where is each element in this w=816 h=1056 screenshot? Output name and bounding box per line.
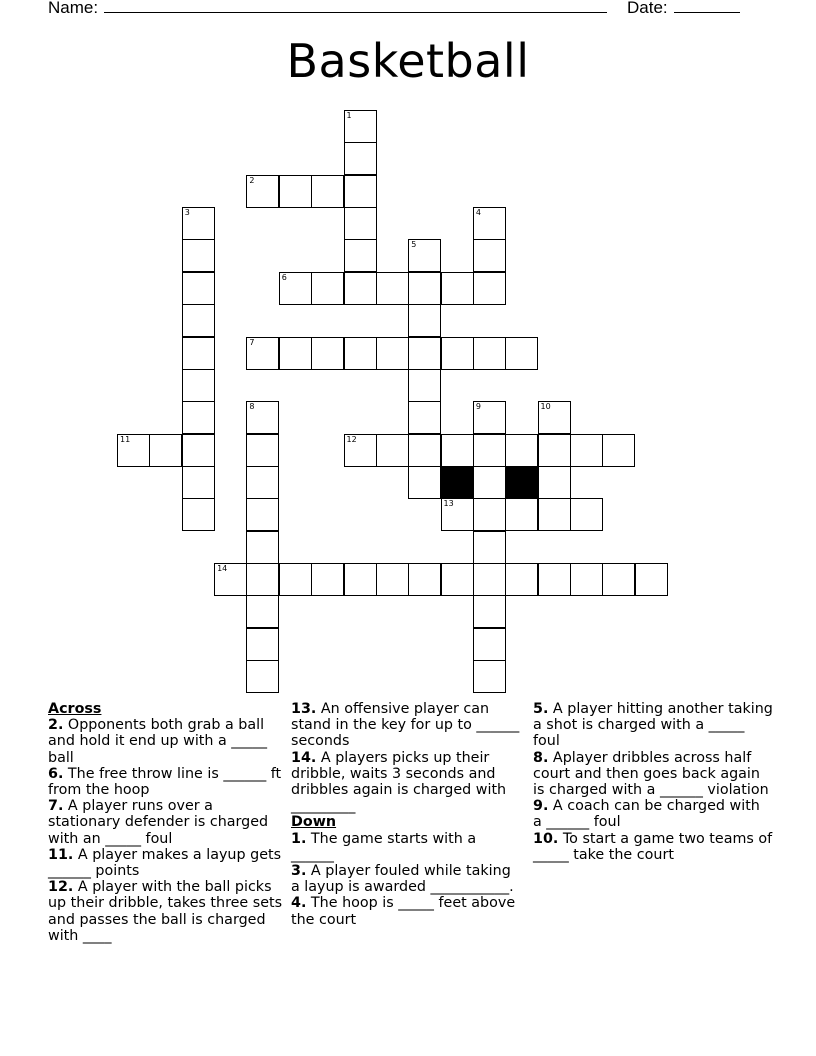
- grid-cell[interactable]: [246, 434, 279, 467]
- grid-cell[interactable]: [505, 434, 538, 467]
- clue-number: 9.: [533, 798, 549, 815]
- grid-cell[interactable]: [344, 110, 377, 143]
- grid-cell[interactable]: [182, 304, 215, 337]
- grid-block: [505, 466, 538, 499]
- grid-cell[interactable]: [505, 337, 538, 370]
- clue-down-1: [291, 831, 523, 863]
- grid-cell[interactable]: [408, 337, 441, 370]
- clue-text: A players picks up their dribble, waits 3 seconds and dribbles again is charged with _________: [291, 749, 507, 815]
- clue-across-12: [48, 879, 286, 944]
- grid-cell[interactable]: [408, 272, 441, 305]
- grid-cell[interactable]: [344, 207, 377, 240]
- grid-block: [441, 466, 474, 499]
- clue-down-5: [533, 701, 773, 750]
- grid-cell[interactable]: [344, 272, 377, 305]
- cell-number: 4: [475, 208, 481, 218]
- grid-cell[interactable]: [473, 401, 506, 434]
- clue-number: 3.: [291, 863, 307, 880]
- grid-cell[interactable]: [473, 660, 506, 693]
- grid-cell[interactable]: [538, 434, 571, 467]
- grid-cell[interactable]: [376, 563, 409, 596]
- grid-cell[interactable]: [441, 337, 474, 370]
- grid-cell[interactable]: [538, 563, 571, 596]
- grid-cell[interactable]: [473, 434, 506, 467]
- clue-down-4: [291, 895, 523, 927]
- grid-cell[interactable]: [635, 563, 668, 596]
- grid-cell[interactable]: [279, 175, 312, 208]
- grid-cell[interactable]: [246, 498, 279, 531]
- across-heading: Across: [48, 701, 102, 717]
- clue-across-2: [48, 717, 286, 766]
- grid-cell[interactable]: [408, 304, 441, 337]
- grid-cell[interactable]: [570, 563, 603, 596]
- grid-cell[interactable]: [538, 466, 571, 499]
- clue-text: The free throw line is ______ ft from the hoop: [48, 765, 282, 799]
- clue-number: 1.: [291, 830, 307, 847]
- cell-number: 14: [217, 563, 228, 573]
- clue-text: The hoop is _____ feet above the court: [291, 895, 516, 928]
- grid-cell[interactable]: [246, 563, 279, 596]
- name-label: Name:: [48, 0, 99, 17]
- grid-cell[interactable]: [473, 531, 506, 564]
- clue-text: Aplayer dribbles across half court and then goes back again is charged with a ______ violation: [533, 749, 769, 799]
- clue-text: A player hitting another taking a shot is charged with a _____ foul: [533, 701, 773, 750]
- grid-cell[interactable]: [602, 434, 635, 467]
- grid-cell[interactable]: [505, 498, 538, 531]
- grid-cell[interactable]: [279, 272, 312, 305]
- grid-cell[interactable]: [182, 272, 215, 305]
- grid-cell[interactable]: [344, 175, 377, 208]
- grid-cell[interactable]: [214, 563, 247, 596]
- grid-cell[interactable]: [246, 595, 279, 628]
- grid-cell[interactable]: [602, 563, 635, 596]
- clue-number: 13.: [291, 701, 317, 717]
- grid-cell[interactable]: [473, 628, 506, 661]
- clue-text: A player fouled while taking a layup is awarded ___________.: [291, 863, 514, 896]
- clue-number: 10.: [533, 830, 559, 847]
- grid-cell[interactable]: [246, 628, 279, 661]
- clue-across-11: [48, 847, 286, 879]
- cell-number: 10: [540, 402, 551, 412]
- cell-number: 8: [249, 402, 255, 412]
- cell-number: 1: [346, 111, 352, 120]
- grid-cell[interactable]: [279, 563, 312, 596]
- grid-cell[interactable]: [570, 434, 603, 467]
- grid-cell[interactable]: [473, 563, 506, 596]
- grid-cell[interactable]: [408, 401, 441, 434]
- grid-cell[interactable]: [344, 337, 377, 370]
- clue-down-9: [533, 798, 773, 830]
- date-label: Date:: [627, 0, 668, 17]
- grid-cell[interactable]: [408, 466, 441, 499]
- cell-number: 3: [184, 208, 190, 218]
- grid-cell[interactable]: [570, 498, 603, 531]
- grid-cell[interactable]: [246, 175, 279, 208]
- grid-cell[interactable]: [408, 239, 441, 272]
- cell-number: 13: [443, 499, 454, 509]
- grid-cell[interactable]: [117, 434, 150, 467]
- grid-cell[interactable]: [473, 498, 506, 531]
- clue-down-8: [533, 750, 773, 799]
- grid-cell[interactable]: [344, 434, 377, 467]
- clue-down-3: [291, 863, 523, 895]
- grid-cell[interactable]: [473, 466, 506, 499]
- grid-cell[interactable]: [246, 531, 279, 564]
- clue-across-14: [291, 750, 523, 815]
- clue-down-10: [533, 831, 773, 863]
- clue-number: 5.: [533, 701, 549, 717]
- grid-cell[interactable]: [408, 563, 441, 596]
- clue-number: 4.: [291, 895, 307, 912]
- puzzle-title: Basketball: [286, 34, 530, 88]
- grid-cell[interactable]: [311, 337, 344, 370]
- down-heading: Down: [291, 814, 337, 831]
- clue-text: Opponents both grab a ball and hold it end up with a _____ ball: [48, 717, 268, 766]
- grid-cell[interactable]: [182, 498, 215, 531]
- grid-cell[interactable]: [344, 563, 377, 596]
- cell-number: 5: [411, 240, 417, 250]
- grid-cell[interactable]: [182, 369, 215, 402]
- grid-cell[interactable]: [441, 272, 474, 305]
- grid-cell[interactable]: [246, 337, 279, 370]
- grid-cell[interactable]: [505, 563, 538, 596]
- clues-column-3: [533, 701, 773, 863]
- grid-cell[interactable]: [473, 239, 506, 272]
- grid-cell[interactable]: [182, 207, 215, 240]
- cell-number: 7: [249, 337, 255, 347]
- grid-cell[interactable]: [311, 175, 344, 208]
- grid-cell[interactable]: [473, 207, 506, 240]
- grid-cell[interactable]: [441, 434, 474, 467]
- clue-number: 2.: [48, 717, 64, 734]
- grid-cell[interactable]: [279, 337, 312, 370]
- grid-cell[interactable]: [473, 595, 506, 628]
- grid-cell[interactable]: [311, 272, 344, 305]
- grid-cell[interactable]: [182, 434, 215, 467]
- grid-cell[interactable]: [408, 369, 441, 402]
- grid-cell[interactable]: [182, 337, 215, 370]
- clue-number: 14.: [291, 749, 317, 766]
- clue-number: 12.: [48, 879, 74, 896]
- grid-cell[interactable]: [538, 498, 571, 531]
- grid-cell[interactable]: [376, 434, 409, 467]
- grid-cell[interactable]: [182, 401, 215, 434]
- cell-number: 12: [346, 434, 357, 444]
- grid-cell[interactable]: [376, 337, 409, 370]
- clue-text: To start a game two teams of _____ take the court: [533, 830, 773, 863]
- clue-text: A player makes a layup gets ______ points: [48, 846, 282, 880]
- grid-cell[interactable]: [441, 498, 474, 531]
- clues-column-1: [48, 701, 286, 944]
- clue-number: 11.: [48, 846, 74, 863]
- grid-cell[interactable]: [182, 239, 215, 272]
- grid-cell[interactable]: [182, 466, 215, 499]
- grid-cell[interactable]: [473, 337, 506, 370]
- clue-text: The game starts with a ______: [291, 830, 477, 863]
- grid-cell[interactable]: [408, 434, 441, 467]
- cell-number: 11: [120, 434, 131, 444]
- clue-across-13: [291, 701, 523, 750]
- grid-cell[interactable]: [441, 563, 474, 596]
- clue-text: A player runs over a stationary defender is charged with an _____ foul: [48, 798, 269, 847]
- grid-cell[interactable]: [246, 466, 279, 499]
- clue-number: 7.: [48, 798, 64, 815]
- cell-number: 2: [249, 175, 255, 185]
- grid-cell[interactable]: [149, 434, 182, 467]
- grid-cell[interactable]: [473, 272, 506, 305]
- clue-text: An offensive player can stand in the key for up to ______ seconds: [291, 701, 520, 750]
- clue-across-6: [48, 766, 286, 798]
- grid-cell[interactable]: [344, 239, 377, 272]
- clues-column-2: [291, 701, 523, 928]
- grid-cell[interactable]: [538, 401, 571, 434]
- clue-number: 6.: [48, 765, 64, 782]
- grid-cell[interactable]: [311, 563, 344, 596]
- clue-across-7: [48, 798, 286, 847]
- clue-text: A coach can be charged with a ______ foul: [533, 798, 760, 831]
- grid-cell[interactable]: [344, 142, 377, 175]
- cell-number: 9: [475, 402, 481, 412]
- clue-text: A player with the ball picks up their dribble, takes three sets and passes the ball is charged with ____: [48, 879, 283, 944]
- grid-cell[interactable]: [246, 660, 279, 693]
- cell-number: 6: [281, 272, 287, 282]
- grid-cell[interactable]: [246, 401, 279, 434]
- grid-cell[interactable]: [376, 272, 409, 305]
- clue-number: 8.: [533, 749, 549, 766]
